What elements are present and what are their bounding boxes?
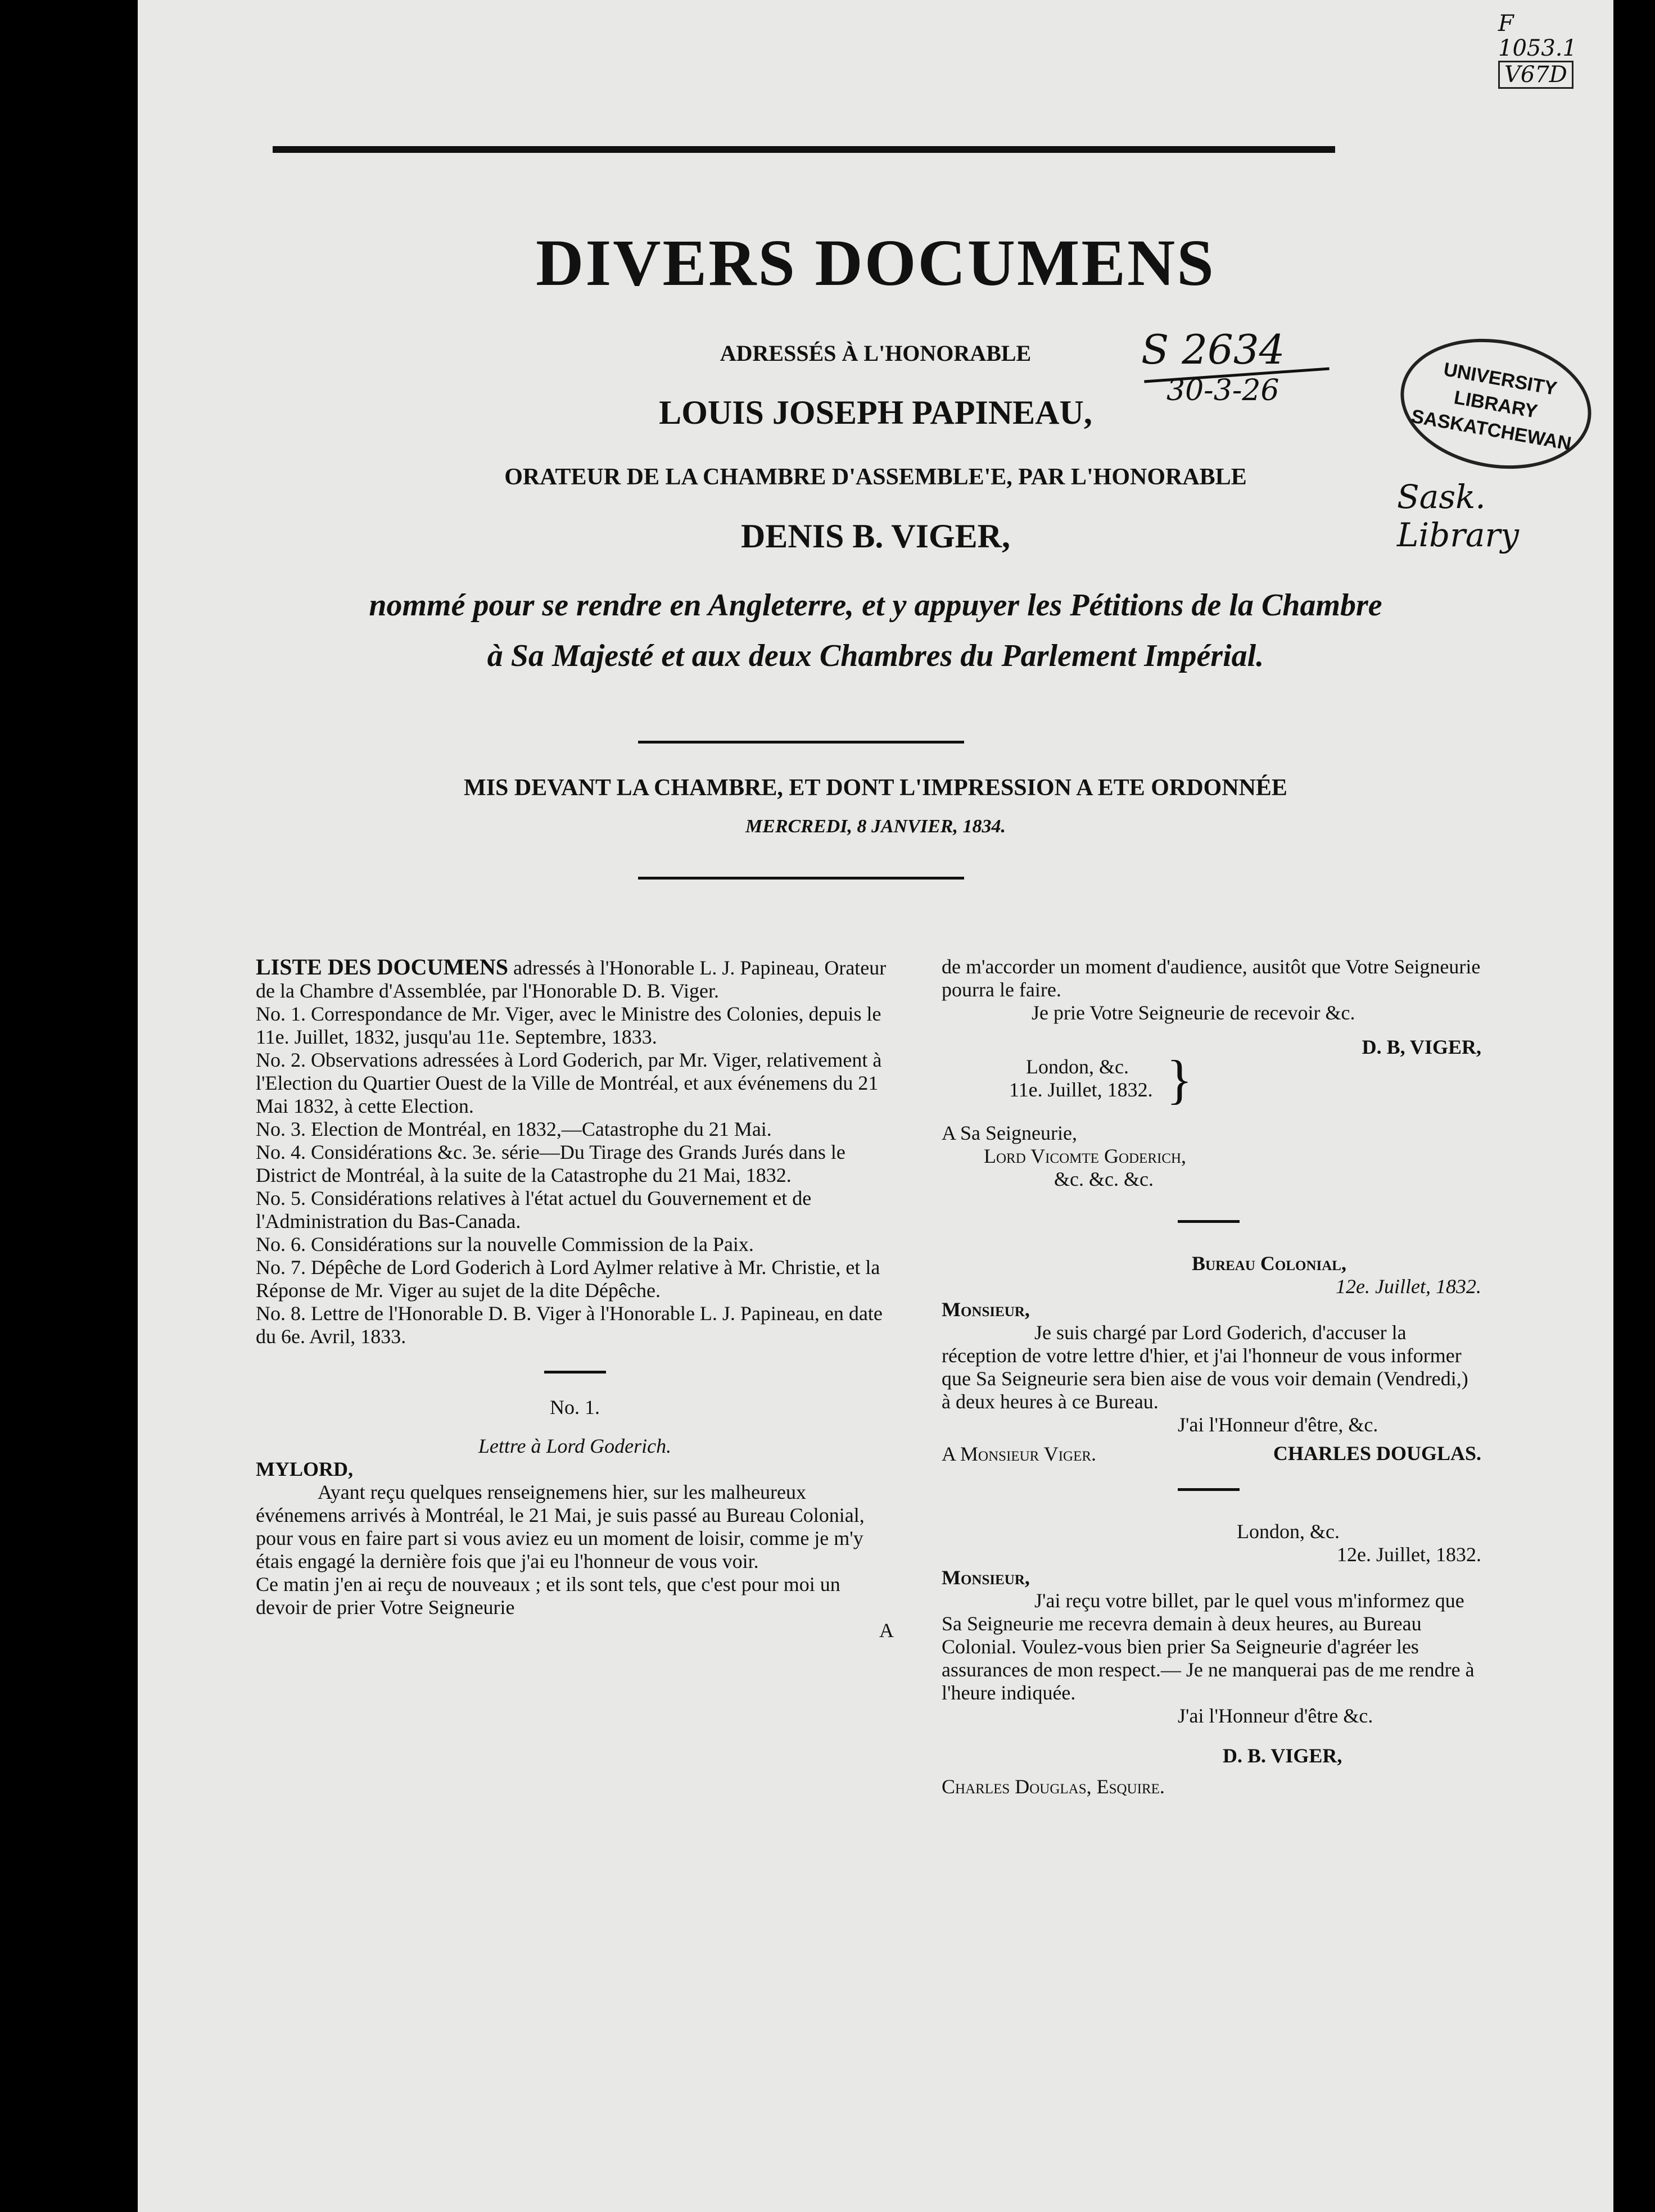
sender-name: DENIS B. VIGER, [740, 518, 1011, 555]
rule [1178, 1220, 1240, 1223]
signature: D. B. VIGER, [1223, 1744, 1342, 1767]
letter-closing: J'ai l'Honneur d'être, &c. [1178, 1413, 1378, 1436]
letter-paragraph: Ayant reçu quelques renseignemens hier, sur les malheureux événemens arrivés à Montréal, le 21 Mai, je suis passé au Bureau Colonial, pour vous en faire part si vous aviez eu un moment de loisir, comme je m'y étais engagé la dernière fois que j'ai eu l'honneur de vous voir. [256, 1481, 865, 1572]
list-item: No. 5. Considérations relatives à l'état actuel du Gouvernement et de l'Administration du Bas-Canada. [256, 1187, 812, 1232]
list-intro-text: adressés à l'Honorable L. J. Papineau, Orateur de la Chambre d'Assemblée, par l'Honorable D. B. Viger. [256, 957, 887, 1002]
list-item: No. 2. Observations adressées à Lord Goderich, par Mr. Viger, relativement à l'Election du Quartier Ouest de la Ville de Montréal, et aux événemens du 21 Mai 1832, à cette Election. [256, 1049, 882, 1117]
list-heading: LISTE DES DOCUMENS [256, 954, 509, 980]
accession-number: S 2634 [1141, 326, 1285, 373]
list-item: No. 8. Lettre de l'Honorable D. B. Viger à l'Honorable L. J. Papineau, en date du 6e. Avril, 1833. [256, 1302, 883, 1348]
address-line: A Sa Seigneurie, [942, 1122, 1077, 1144]
place: London, &c. [1237, 1520, 1340, 1543]
letter-paragraph: Ce matin j'en ai reçu de nouveaux ; et ils sont tels, que c'est pour moi un devoir de prier Votre Seigneurie [256, 1573, 840, 1619]
mission-line-2: à Sa Majesté et aux deux Chambres du Parlement Impérial. [487, 638, 1264, 673]
call-number-line: 1053.1 [1498, 35, 1577, 61]
letter-continuation: de m'accorder un moment d'audience, ausitôt que Votre Seigneurie pourra le faire. [942, 955, 1481, 1001]
addressee: Charles Douglas, Esquire. [942, 1775, 1165, 1798]
call-number [1498, 11, 1611, 89]
rule [1178, 1488, 1240, 1491]
rule [638, 741, 964, 744]
salutation: MYLORD, [256, 1458, 353, 1480]
date: 11e. Juillet, 1832. [1009, 1078, 1153, 1101]
list-item: No. 4. Considérations &c. 3e. série—Du Tirage des Grands Jurés dans le District de Montréal, à la suite de la Catastrophe du 21 Mai, 1832. [256, 1141, 845, 1186]
addressee: A Monsieur Viger. [942, 1443, 1097, 1465]
rule [544, 1371, 606, 1374]
recipient-name: LOUIS JOSEPH PAPINEAU, [659, 394, 1092, 431]
list-item: No. 1. Correspondance de Mr. Viger, avec le Ministre des Colonies, depuis le 11e. Juillet, 1832, jusqu'au 11e. Septembre, 1833. [256, 1003, 881, 1048]
call-number-line: F [1498, 11, 1514, 37]
document-list-intro [256, 955, 894, 1003]
list-item: No. 7. Dépêche de Lord Goderich à Lord Aylmer relative à Mr. Christie, et la Réponse de Mr. Viger au sujet de la dite Dépêche. [256, 1256, 880, 1302]
left-column [256, 955, 894, 1642]
letter-closing: J'ai l'Honneur d'être &c. [1178, 1705, 1373, 1727]
place-date-block [942, 1049, 1481, 1109]
signature: D. B, VIGER, [1362, 1036, 1481, 1058]
signature: CHARLES DOUGLAS. [1273, 1442, 1481, 1465]
mission-line-1: nommé pour se rendre en Angleterre, et y appuyer les Pétitions de la Chambre [369, 588, 1382, 623]
catchword: A [879, 1619, 894, 1642]
place: London, &c. [1026, 1055, 1129, 1078]
list-item: No. 3. Election de Montréal, en 1832,—Catastrophe du 21 Mai. [256, 1118, 772, 1140]
list-item: No. 6. Considérations sur la nouvelle Commission de la Paix. [256, 1233, 754, 1255]
order-line: MIS DEVANT LA CHAMBRE, ET DONT L'IMPRESSION A ETE ORDONNÉE [464, 775, 1287, 801]
document-page [138, 0, 1613, 2212]
document-title: DIVERS DOCUMENS [536, 226, 1215, 300]
library-seal-text: UNIVERSITY LIBRARY SASKATCHEWAN [1409, 359, 1573, 455]
recipient-title: ORATEUR DE LA CHAMBRE D'ASSEMBLE'E, PAR L'HONORABLE [504, 464, 1247, 490]
call-number-line: V67D [1498, 61, 1573, 89]
salutation: Monsieur, [942, 1298, 1030, 1321]
right-column [942, 955, 1481, 1798]
salutation: Monsieur, [942, 1566, 1030, 1589]
letter-paragraph: Je suis chargé par Lord Goderich, d'accuser la réception de votre lettre d'hier, et j'ai l'honneur de vous informer que Sa Seigneurie sera bien aise de vous voir demain (Vendredi,) à deux heures à ce Bureau. [942, 1321, 1468, 1413]
order-date: MERCREDI, 8 JANVIER, 1834. [745, 816, 1006, 837]
date: 12e. Juillet, 1832. [1336, 1275, 1481, 1298]
address-line: &c. &c. &c. [1054, 1168, 1154, 1190]
letter-closing: Je prie Votre Seigneurie de recevoir &c. [1032, 1001, 1355, 1024]
subtitle-line: ADRESSÉS À L'HONORABLE [720, 341, 1032, 366]
date: 12e. Juillet, 1832. [1337, 1543, 1481, 1566]
brace: } [1166, 1049, 1193, 1109]
section-number: No. 1. [550, 1396, 600, 1418]
top-rule [273, 146, 1335, 153]
rule [638, 877, 964, 880]
accession-date: 30-3-26 [1166, 374, 1279, 407]
address-line: Lord Vicomte Goderich, [984, 1145, 1187, 1167]
library-note: Sask. Library [1397, 478, 1519, 554]
letterhead: Bureau Colonial, [1192, 1252, 1346, 1275]
letter-paragraph: J'ai reçu votre billet, par le quel vous m'informez que Sa Seigneurie me recevra demain à deux heures, au Bureau Colonial. Voulez-vous bien prier Sa Seigneurie d'agréer les assurances de mon respect.— Je ne manquerai pas de me rendre à l'heure indiquée. [942, 1589, 1475, 1704]
letter-title: Lettre à Lord Goderich. [478, 1435, 672, 1457]
